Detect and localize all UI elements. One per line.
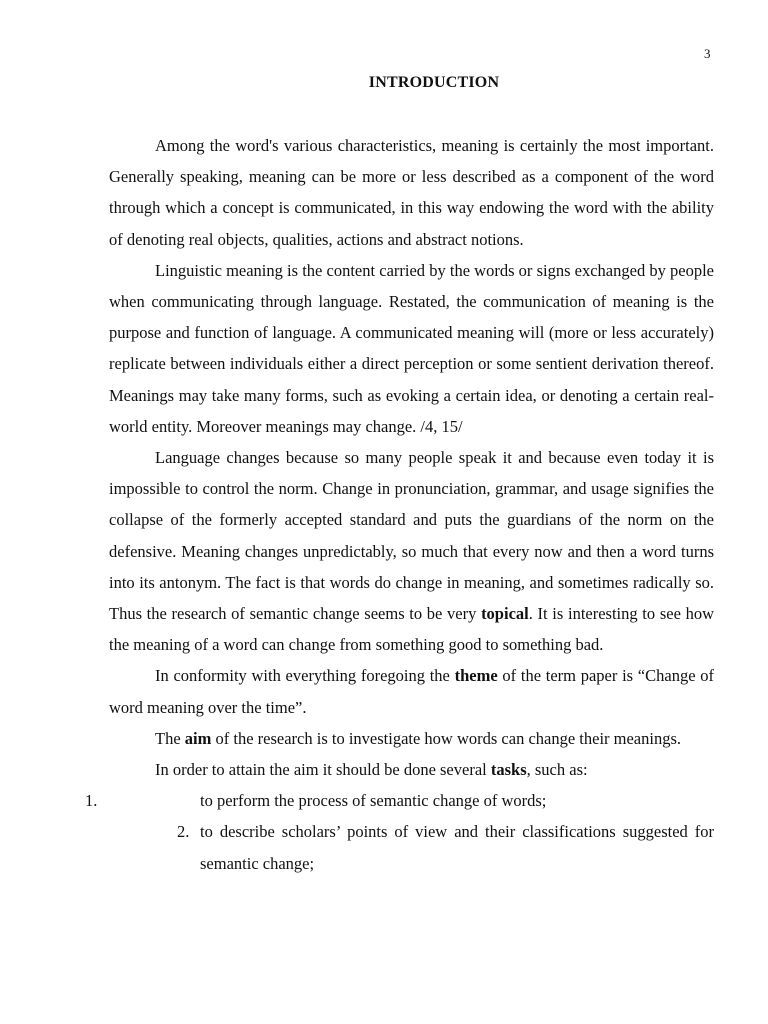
list-item-text: to perform the process of semantic change of words;: [200, 791, 547, 811]
keyword-theme: theme: [454, 666, 498, 686]
paragraph-4-text-a: In conformity with everything foregoing the: [155, 666, 455, 686]
list-number: 1.: [85, 791, 98, 811]
keyword-topical: topical: [481, 604, 529, 624]
keyword-aim: aim: [184, 728, 212, 748]
paragraph-4-text-b: of the term paper is “Change of word meaning over the time”.: [109, 666, 714, 717]
paragraph-6: [109, 754, 714, 785]
page-title: INTRODUCTION: [368, 74, 500, 91]
paragraph-6-text-a: In order to attain the aim it should be done several: [155, 760, 491, 780]
paragraph-5-text-b: of the research is to investigate how words can change their meanings.: [211, 728, 682, 748]
paragraph-2: Linguistic meaning is the content carried by the words or signs exchanged by people when communicating through language. Restated, the communication of meaning is the purpose and function of language. A communicated meaning will (more or less accurately) replicate between individuals either a direct perception or some sentient derivation thereof. Meanings may take many forms, such as evoking a certain idea, or denoting a certain real-world entity. Moreover meanings may change. /4, 15/: [109, 260, 714, 436]
paragraph-6-text-b: , such as:: [526, 760, 588, 780]
task-list-item: [109, 816, 714, 878]
page-number: 3: [704, 46, 711, 61]
list-number: 2.: [177, 822, 190, 842]
keyword-tasks: tasks: [490, 760, 527, 780]
list-item-text: to describe scholars’ points of view and their classifications suggested for semantic change;: [200, 822, 714, 873]
task-list-item: [85, 785, 714, 816]
paragraph-3-text-a: Language changes because so many people speak it and because even today it is impossible to control the norm. Change in pronunciation, grammar, and usage signifies the collapse of the formerly accepted standard and puts the guardians of the norm on the defensive. Meaning changes unpredictably, so much that every now and then a word turns into its antonym. The fact is that words do change in meaning, and sometimes radically so. Thus the research of semantic change seems to be very: [109, 448, 714, 624]
body-text: [85, 130, 714, 879]
paragraph-3: [109, 442, 714, 660]
paragraph-3-text-b: . It is interesting to see how the meaning of a word can change from something good to something bad.: [109, 604, 714, 655]
paragraph-4: [109, 660, 714, 722]
paragraph-5-text-a: The: [155, 728, 185, 748]
paragraph-5: [109, 723, 714, 754]
paragraph-1: Among the word's various characteristics, meaning is certainly the most important. Generally speaking, meaning can be more or less described as a component of the word through which a concept is communicated, in this way endowing the word with the ability of denoting real objects, qualities, actions and abstract notions.: [109, 136, 714, 249]
